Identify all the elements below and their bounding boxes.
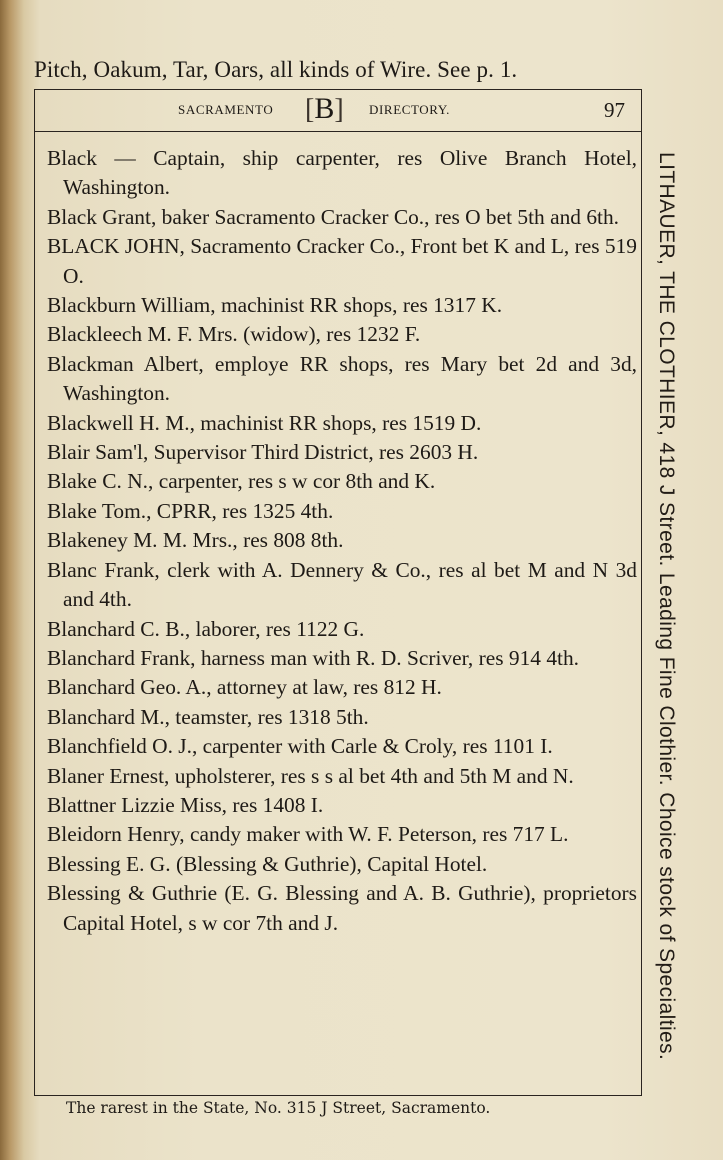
page-number: 97 — [604, 98, 625, 122]
directory-entry: Blackleech M. F. Mrs. (widow), res 1232 F. — [47, 322, 421, 347]
directory-entry: Blackman Albert, employe RR shops, res Mary bet 2d and 3d, Washington. — [47, 351, 637, 406]
directory-entry: Bleidorn Henry, candy maker with W. F. Peterson, res 717 L. — [47, 822, 569, 847]
directory-entry: Blake Tom., CPRR, res 1325 4th. — [47, 498, 334, 523]
directory-entry: Black Grant, baker Sacramento Cracker Co., res O bet 5th and 6th. — [47, 204, 620, 229]
bottom-advertisement: The rarest in the State, No. 315 J Street, Sacramento. — [66, 1099, 491, 1117]
directory-entry: Blanchard Frank, harness man with R. D. Scriver, res 914 4th. — [47, 645, 580, 670]
directory-entries — [47, 144, 637, 938]
directory-entry: Blessing & Guthrie (E. G. Blessing and A. B. Guthrie), proprietors Capital Hotel, s w cor 7th and J. — [47, 881, 637, 935]
directory-entry: Blessing E. G. (Blessing & Guthrie), Capital Hotel. — [47, 851, 488, 876]
top-advertisement: Pitch, Oakum, Tar, Oars, all kinds of Wire. See p. 1. — [34, 57, 518, 82]
running-head — [35, 90, 641, 132]
directory-entry: Black — Captain, ship carpenter, res Olive Branch Hotel, Washington. — [47, 146, 637, 200]
directory-entry: Blanc Frank, clerk with A. Dennery & Co., res al bet M and N 3d and 4th. — [47, 557, 637, 612]
directory-entry: Blanchard Geo. A., attorney at law, res 812 H. — [47, 675, 442, 700]
directory-entry: Blanchard M., teamster, res 1318 5th. — [47, 704, 369, 729]
side-advertisement: LITHAUER, THE CLOTHIER, 418 J Street. Leading Fine Clothier. Choice stock of Specialties. — [655, 152, 678, 1061]
directory-entry: Blair Sam'l, Supervisor Third District, res 2603 H. — [47, 440, 479, 465]
directory-entry: Blattner Lizzie Miss, res 1408 I. — [47, 792, 324, 817]
section-letter-text: B — [314, 92, 335, 125]
directory-entry: Blanchfield O. J., carpenter with Carle & Croly, res 1101 I. — [47, 734, 553, 759]
directory-entry: Blaner Ernest, upholsterer, res s s al bet 4th and 5th M and N. — [47, 763, 574, 788]
directory-entry: Blackwell H. M., machinist RR shops, res 1519 D. — [47, 410, 482, 435]
running-head-city: SACRAMENTO — [178, 102, 274, 117]
directory-entry: Blakeney M. M. Mrs., res 808 8th. — [47, 528, 344, 553]
directory-entry: BLACK JOHN, Sacramento Cracker Co., Front bet K and L, res 519 O. — [47, 234, 637, 288]
directory-entry: Blackburn William, machinist RR shops, res 1317 K. — [47, 293, 503, 318]
directory-entry: Blanchard C. B., laborer, res 1122 G. — [47, 616, 365, 641]
running-head-title: DIRECTORY. — [369, 102, 451, 117]
directory-entry: Blake C. N., carpenter, res s w cor 8th and K. — [47, 469, 436, 494]
directory-page-frame — [34, 89, 642, 1096]
section-letter: [B] — [305, 92, 344, 125]
